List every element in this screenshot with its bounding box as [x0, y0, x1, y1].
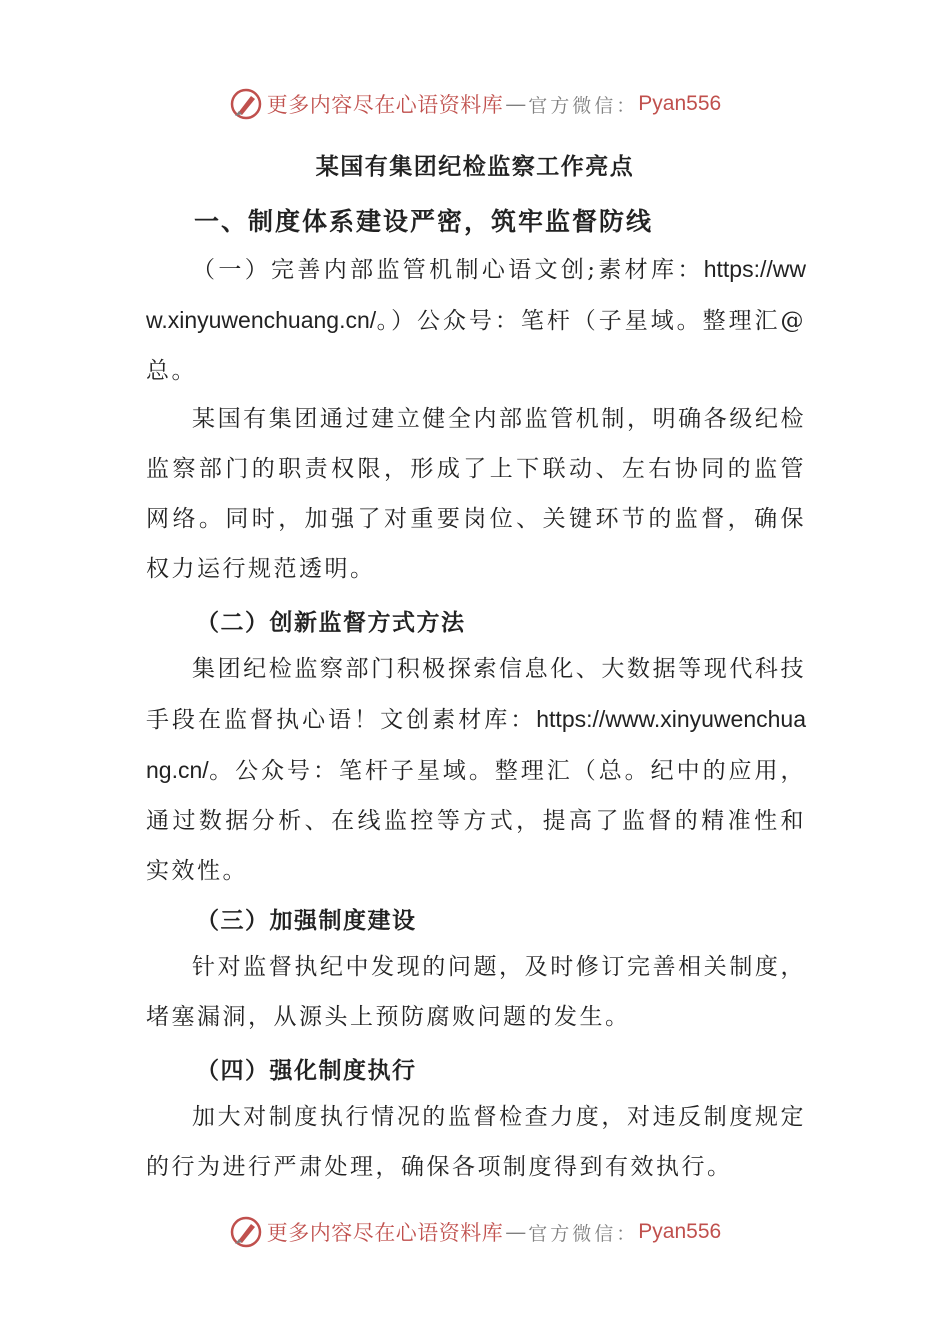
pen-logo-icon [229, 1215, 263, 1249]
banner-dash: — [505, 92, 527, 116]
section-heading-1: 一、制度体系建设严密，筑牢监督防线 [194, 207, 654, 236]
document-title: 某国有集团纪检监察工作亮点 [315, 153, 635, 180]
banner-label: 官方微信： [528, 94, 639, 117]
banner-text: 更多内容尽在心语资料库 [266, 1221, 504, 1245]
footer-watermark [0, 1212, 950, 1252]
banner-dash: — [505, 1220, 527, 1244]
paragraph-1: 某国有集团通过建立健全内部监管机制，明确各级纪检监察部门的职责权限，形成了上下联动、左右协同的监管网络。同时，加强了对重要岗位、关键环节的监督，确保权力运行规范透明。 [146, 406, 806, 582]
banner-text: 更多内容尽在心语资料库 [266, 93, 504, 117]
subsection-3-heading: （三）加强制度建设 [196, 907, 417, 934]
subsection-1-heading: （一）完善内部监管机制心语文创;素材库： [192, 257, 704, 283]
header-watermark [0, 84, 950, 124]
banner-label: 官方微信： [528, 1222, 639, 1245]
banner-wechat-id: Pyan556 [638, 92, 722, 115]
paragraph-2-tail: 。公众号：笔杆子星域。整理汇（总。纪中的应用，通过数据分析、在线监控等方式，提高了监督的精准性和实效性。 [146, 758, 806, 884]
paragraph-2 [146, 644, 806, 896]
paragraph-3: 针对监督执纪中发现的问题，及时修订完善相关制度，堵塞漏洞，从源头上预防腐败问题的发生。 [146, 954, 806, 1030]
subsection-4-heading: （四）强化制度执行 [196, 1057, 417, 1084]
subsection-1-paragraph [146, 244, 806, 396]
paragraph-2-lead: 集团纪检监察部门积极探索信息化、大数据等现代科技手段在监督执心语！文创素材库： [146, 656, 806, 733]
pen-logo-icon [229, 87, 263, 121]
subsection-1-tail: 。）公众号：笔杆（子星域。整理汇@总。 [146, 308, 806, 384]
subsection-2-heading: （二）创新监督方式方法 [196, 609, 466, 636]
source-url-2: https://www.xinyuwenchuang.cn/ [146, 706, 806, 783]
source-url-1: https://www.xinyuwenchuang.cn/ [146, 256, 806, 333]
paragraph-4: 加大对制度执行情况的监督检查力度，对违反制度规定的行为进行严肃处理，确保各项制度得到有效执行。 [146, 1104, 806, 1180]
banner-wechat-id: Pyan556 [638, 1220, 722, 1243]
